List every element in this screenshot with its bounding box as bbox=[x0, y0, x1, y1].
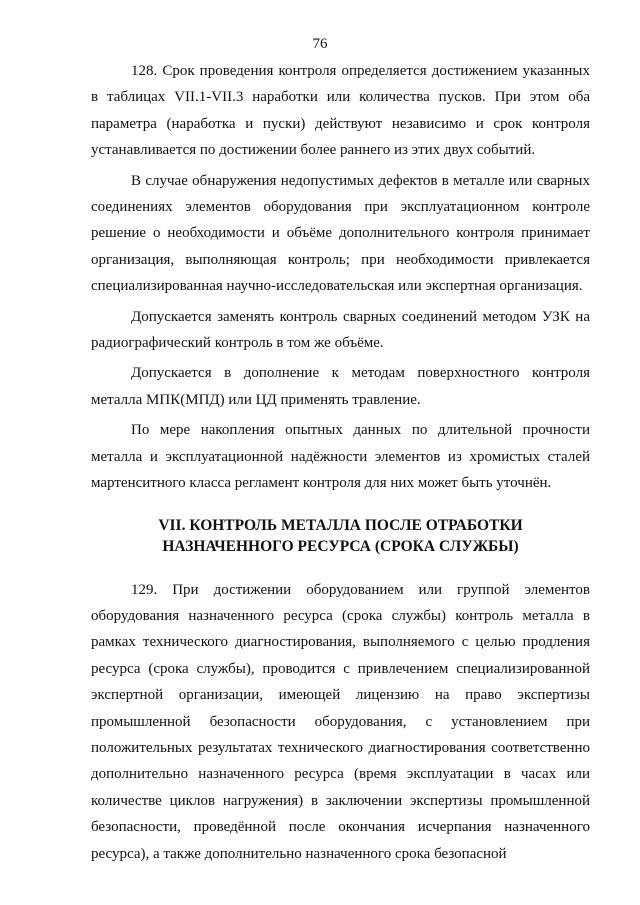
page-number: 76 bbox=[312, 36, 328, 52]
section-heading: VII. КОНТРОЛЬ МЕТАЛЛА ПОСЛЕ ОТРАБОТКИ НАЗНАЧЕННОГО РЕСУРСА (СРОКА СЛУЖБЫ) bbox=[158, 516, 523, 555]
paragraph-etching: Допускается в дополнение к методам поверхностного контроля металла МПК(МПД) или ЦД применять травление. bbox=[91, 365, 590, 408]
paragraph-129: 129. При достижении оборудованием или группой элементов оборудования назначенного ресурса (срока службы) контроль металла в рамках технического диагностирования, выполняемого с целью продления ресурса (срока службы), проводится с привлечением специализированной экспертной организации, имеющей лицензию на право экспертизы промышленной безопасности оборудования, с установлением при положительных результатах технического диагностирования соответственно дополнительно назначенного ресурса (время эксплуатации в часах или количестве циклов нагружения) в заключении экспертизы промышленной безопасности, проведённой после окончания исчерпания назначенного ресурса), а также дополнительно назначенного срока безопасной bbox=[91, 581, 590, 862]
paragraph-martensitic: По мере накопления опытных данных по длительной прочности металла и эксплуатационной надёжности элементов из хромистых сталей мартенситного класса регламент контроля для них может быть уточнён. bbox=[91, 422, 590, 492]
paragraph-defects: В случае обнаружения недопустимых дефектов в металле или сварных соединениях элементов оборудования при эксплуатационном контроле решение о необходимости и объёме дополнительного контроля принимает организация, выполняющая контроль; при необходимости привлекается специализированная научно-исследовательская или экспертная организация. bbox=[91, 172, 590, 295]
paragraph-uzk-replacement: Допускается заменять контроль сварных соединений методом УЗК на радиографический контроль в том же объёме. bbox=[91, 308, 590, 352]
paragraph-128: 128. Срок проведения контроля определяется достижением указанных в таблицах VII.1-VII.3 наработки или количества пусков. При этом оба параметра (наработка и пуски) действуют независимо и срок контроля устанавливается по достижении более раннего из этих двух событий. bbox=[91, 63, 590, 159]
document-body bbox=[91, 58, 590, 867]
